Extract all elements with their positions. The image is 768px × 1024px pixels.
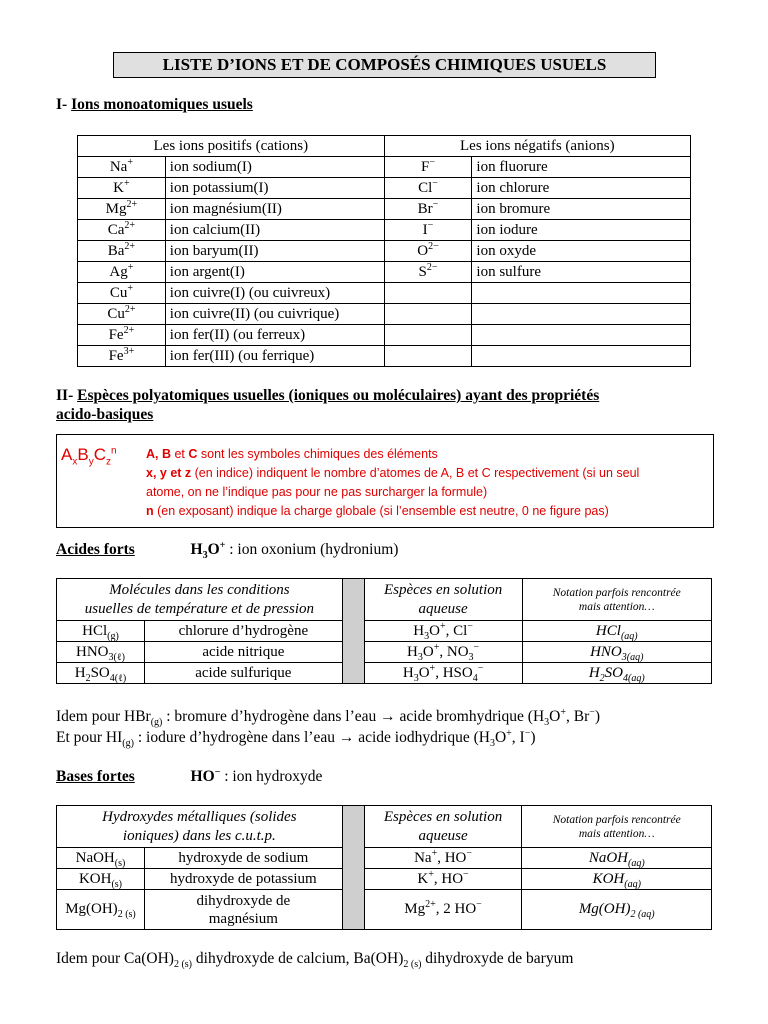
hcl-species: $H_3O^+$, Cl− — [364, 621, 522, 642]
acides-header-species: Espèces en solution aqueuse — [364, 579, 522, 621]
idem-hi-line: Et pour $HI_{(g)}$ : iodure d’hydrogène dans l’eau → acide iodhydrique ($H_3O^+$, I−) — [56, 727, 536, 750]
section-1-title: Ions monoatomiques usuels — [71, 96, 253, 113]
formula-b: B — [77, 445, 89, 464]
koh-formula: $KOH_{(s)}$ — [57, 869, 145, 890]
ion-row — [78, 220, 691, 241]
bases-heading — [56, 768, 322, 786]
anion-formula-empty — [384, 304, 472, 325]
anion-formula: Cl− — [384, 178, 472, 199]
anion-name-empty — [472, 304, 691, 325]
ion-row — [78, 178, 691, 199]
hydroxide-formula: HO− — [190, 766, 221, 785]
ion-row — [78, 241, 691, 262]
ion-row — [78, 346, 691, 367]
h2so4-notation: $H_2SO_{4(aq)}$ — [522, 663, 711, 684]
cation-name: ion fer(III) (ou ferrique) — [165, 346, 384, 367]
anion-name-empty — [472, 346, 691, 367]
acides-label: Acides forts — [56, 541, 135, 558]
anion-name: ion chlorure — [472, 178, 691, 199]
section-2-title-line2: acido-basiques — [56, 406, 154, 423]
cation-formula: Ag+ — [78, 262, 166, 283]
ion-row — [78, 199, 691, 220]
legend-line-1: A, B et C sont les symboles chimiques des éléments — [146, 447, 438, 461]
formula-y: y — [88, 456, 94, 468]
naoh-notation: NaOH$_{(aq)}$ — [522, 848, 712, 869]
ion-row — [78, 283, 691, 304]
oxonium-text: : ion oxonium (hydronium) — [225, 541, 399, 558]
cation-formula: $Mg^{2+}$ — [78, 199, 166, 220]
formula-c: C — [93, 445, 106, 464]
section-1-number: I- — [56, 96, 68, 113]
formula-n: n — [110, 445, 117, 457]
generic-formula — [61, 445, 117, 468]
bases-header-species: Espèces en solution aqueuse — [364, 806, 522, 848]
cation-formula: Na+ — [78, 157, 166, 178]
cation-formula: Cu+ — [78, 283, 166, 304]
legend-line-3: atome, on ne l’indique pas pour ne pas surcharger la formule) — [146, 485, 488, 499]
cation-formula: K+ — [78, 178, 166, 199]
koh-species: K+, HO− — [364, 869, 522, 890]
ion-row — [78, 325, 691, 346]
hno3-formula: $HNO_{3(\ell)}$ — [57, 642, 145, 663]
ion-row — [78, 262, 691, 283]
anion-name: ion bromure — [472, 199, 691, 220]
oxonium-formula: $H_3O^+$ — [190, 539, 226, 562]
formula-a: A — [61, 445, 73, 464]
acides-header-molecules: Molécules dans les conditions usuelles de température et de pression — [57, 579, 343, 621]
ions-table-body — [78, 157, 691, 367]
page-title: LISTE D’IONS ET DE COMPOSÉS CHIMIQUES USUELS — [113, 52, 656, 78]
idem-bases-line: Idem pour $Ca(OH)_{2 (s)}$ dihydroxyde de calcium, $Ba(OH)_{2 (s)}$ dihydroxyde de baryum — [56, 950, 574, 971]
ion-row — [78, 304, 691, 325]
cation-name: ion magnésium(II) — [165, 199, 384, 220]
anion-formula: $S^{2-}$ — [384, 262, 472, 283]
section-1-heading — [56, 96, 253, 114]
mgoh2-name: dihydroxyde de magnésium — [144, 890, 342, 930]
anion-name: ion oxyde — [472, 241, 691, 262]
legend-line-4: n (en exposant) indique la charge globale (si l’ensemble est neutre, 0 ne figure pas) — [146, 504, 609, 518]
cation-name: ion cuivre(II) (ou cuivrique) — [165, 304, 384, 325]
anion-formula-empty — [384, 325, 472, 346]
anions-header: Les ions négatifs (anions) — [384, 136, 690, 157]
cation-name: ion calcium(II) — [165, 220, 384, 241]
anion-name: ion iodure — [472, 220, 691, 241]
cation-name: ion potassium(I) — [165, 178, 384, 199]
cation-name: ion fer(II) (ou ferreux) — [165, 325, 384, 346]
anion-formula-empty — [384, 283, 472, 304]
formula-legend-box — [56, 434, 714, 528]
hcl-name: chlorure d’hydrogène — [144, 621, 342, 642]
cation-name: ion cuivre(I) (ou cuivreux) — [165, 283, 384, 304]
koh-name: hydroxyde de potassium — [144, 869, 342, 890]
anion-name-empty — [472, 325, 691, 346]
anion-formula: $O^{2-}$ — [384, 241, 472, 262]
section-2-number: II- — [56, 387, 74, 404]
cation-formula: $Fe^{2+}$ — [78, 325, 166, 346]
formula-x: x — [72, 456, 78, 468]
anion-formula-empty — [384, 346, 472, 367]
acides-heading — [56, 539, 399, 562]
h2so4-formula: $H_2SO_{4(\ell)}$ — [57, 663, 145, 684]
naoh-species: Na+, HO− — [364, 848, 522, 869]
cation-name: ion argent(I) — [165, 262, 384, 283]
bases-grey-separator — [342, 806, 364, 930]
cations-header: Les ions positifs (cations) — [78, 136, 385, 157]
naoh-name: hydroxyde de sodium — [144, 848, 342, 869]
anion-name: ion sulfure — [472, 262, 691, 283]
anion-formula: F− — [384, 157, 472, 178]
anion-name: ion fluorure — [472, 157, 691, 178]
ions-table — [77, 135, 691, 367]
acides-grey-separator — [342, 579, 364, 684]
formula-z: z — [105, 456, 111, 468]
bases-label: Bases fortes — [56, 768, 135, 785]
bases-header-hydroxides: Hydroxydes métalliques (solides ioniques) dans les c.u.t.p. — [57, 806, 343, 848]
bases-header-notation: Notation parfois rencontrée mais attention… — [522, 806, 712, 848]
legend-text — [146, 445, 639, 521]
legend-line-2: x, y et z (en indice) indiquent le nombre d’atomes de A, B et C respectivement (si un seul — [146, 466, 640, 480]
cation-formula: $Fe^{3+}$ — [78, 346, 166, 367]
ion-row — [78, 157, 691, 178]
naoh-formula: NaOH$_{(s)}$ — [57, 848, 145, 869]
cation-formula: $Cu^{2+}$ — [78, 304, 166, 325]
anion-name-empty — [472, 283, 691, 304]
hno3-species: $H_3O^+$, $NO_3^-$ — [364, 642, 522, 663]
section-2-heading — [56, 386, 599, 424]
cation-name: ion sodium(I) — [165, 157, 384, 178]
h2so4-species: $H_3O^+$, $HSO_4^-$ — [364, 663, 522, 684]
hcl-formula: HCl$_{(g)}$ — [57, 621, 145, 642]
anion-formula: I− — [384, 220, 472, 241]
bases-table — [56, 805, 712, 930]
section-2-title-line1: Espèces polyatomiques usuelles (ioniques ou moléculaires) ayant des propriétés — [77, 387, 600, 404]
idem-hbr-line: Idem pour HBr$_{(g)}$ : bromure d’hydrogène dans l’eau → acide bromhydrique ($H_3O^+$, Br−) — [56, 706, 601, 729]
koh-notation: $KOH_{(aq)}$ — [522, 869, 712, 890]
cation-name: ion baryum(II) — [165, 241, 384, 262]
hcl-notation: HCl$_{(aq)}$ — [522, 621, 711, 642]
mgoh2-formula: $Mg(OH)_{2 (s)}$ — [57, 890, 145, 930]
cation-formula: $Ca^{2+}$ — [78, 220, 166, 241]
hno3-notation: $HNO_{3(aq)}$ — [522, 642, 711, 663]
acides-table — [56, 578, 712, 684]
cation-formula: $Ba^{2+}$ — [78, 241, 166, 262]
anion-formula: Br− — [384, 199, 472, 220]
mgoh2-notation: $Mg(OH)_{2 (aq)}$ — [522, 890, 712, 930]
mgoh2-species: $Mg^{2+}$, 2 HO− — [364, 890, 522, 930]
hydroxide-text: : ion hydroxyde — [220, 768, 323, 785]
acides-header-notation: Notation parfois rencontrée mais attention… — [522, 579, 711, 621]
hno3-name: acide nitrique — [144, 642, 342, 663]
h2so4-name: acide sulfurique — [144, 663, 342, 684]
